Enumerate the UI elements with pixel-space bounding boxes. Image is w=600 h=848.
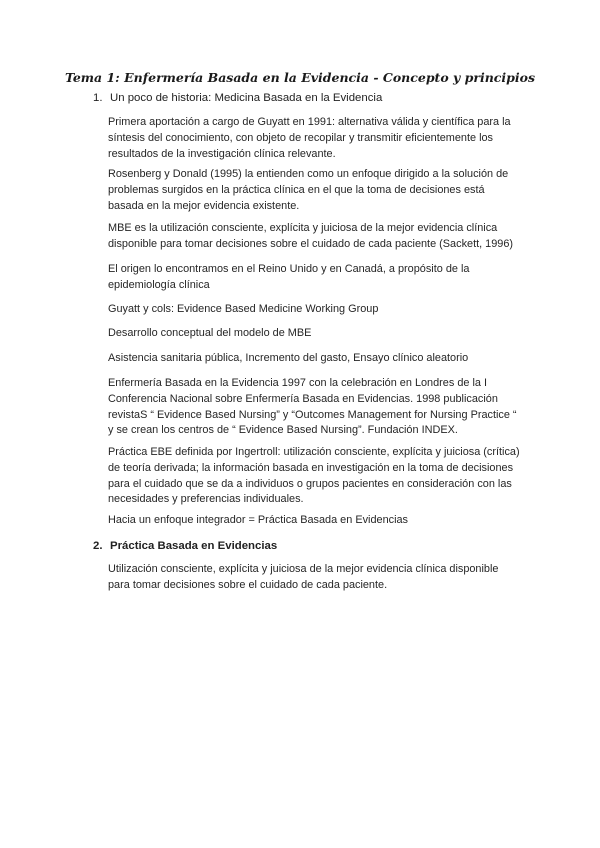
paragraph: El origen lo encontramos en el Reino Unido y en Canadá, a propósito de la epidemiología clínica xyxy=(108,263,470,291)
paragraph: Rosenberg y Donald (1995) la entienden como un enfoque dirigido a la solución de problemas surgidos en la práctica clínica en el que la toma de decisiones está basada en la mejor evidencia existente. xyxy=(108,168,509,212)
paragraph: Práctica EBE definida por Ingertroll: utilización consciente, explícita y juiciosa (crítica) de teoría derivada; la información basada en investigación en la toma de decisiones para el cuidado que se da a individuos o grupos pacientes en consideración con las necesidades y preferencias individuales. xyxy=(108,446,520,506)
section-1-number: 1. xyxy=(93,92,103,104)
section-2-heading xyxy=(93,539,277,554)
paragraph: MBE es la utilización consciente, explícita y juiciosa de la mejor evidencia clínica disponible para tomar decisiones sobre el cuidado de cada paciente (Sackett, 1996) xyxy=(108,222,514,250)
paragraph: Asistencia sanitaria pública, Incremento del gasto, Ensayo clínico aleatorio xyxy=(108,352,469,364)
paragraph: Utilización consciente, explícita y juiciosa de la mejor evidencia clínica disponible para tomar decisiones sobre el cuidado de cada paciente. xyxy=(108,563,499,591)
paragraph: Guyatt y cols: Evidence Based Medicine Working Group xyxy=(108,303,379,315)
section-2-number: 2. xyxy=(93,540,103,552)
section-1-heading xyxy=(93,91,382,106)
paragraph: Desarrollo conceptual del modelo de MBE xyxy=(108,327,312,339)
document-title: Tema 1: Enfermería Basada en la Evidencia - Concepto y principios xyxy=(64,70,536,85)
section-1-title: Un poco de historia: Medicina Basada en la Evidencia xyxy=(110,92,383,104)
paragraph: Enfermería Basada en la Evidencia 1997 con la celebración en Londres de la I Conferencia Nacional sobre Enfermería Basada en Evidencias. 1998 publicación revistaS “ Evidence Based Nursing” y “Outcomes Management for Nursing Practice “ y se crean los centros de “ Evidence Based Nursing”. Fundación INDEX. xyxy=(108,377,517,437)
section-2-title: Práctica Basada en Evidencias xyxy=(110,540,278,552)
paragraph: Hacia un enfoque integrador = Práctica Basada en Evidencias xyxy=(108,514,408,526)
paragraph: Primera aportación a cargo de Guyatt en 1991: alternativa válida y científica para la síntesis del conocimiento, con objeto de recopilar y transmitir eficientemente los resultados de la investigación clínica relevante. xyxy=(108,116,511,160)
